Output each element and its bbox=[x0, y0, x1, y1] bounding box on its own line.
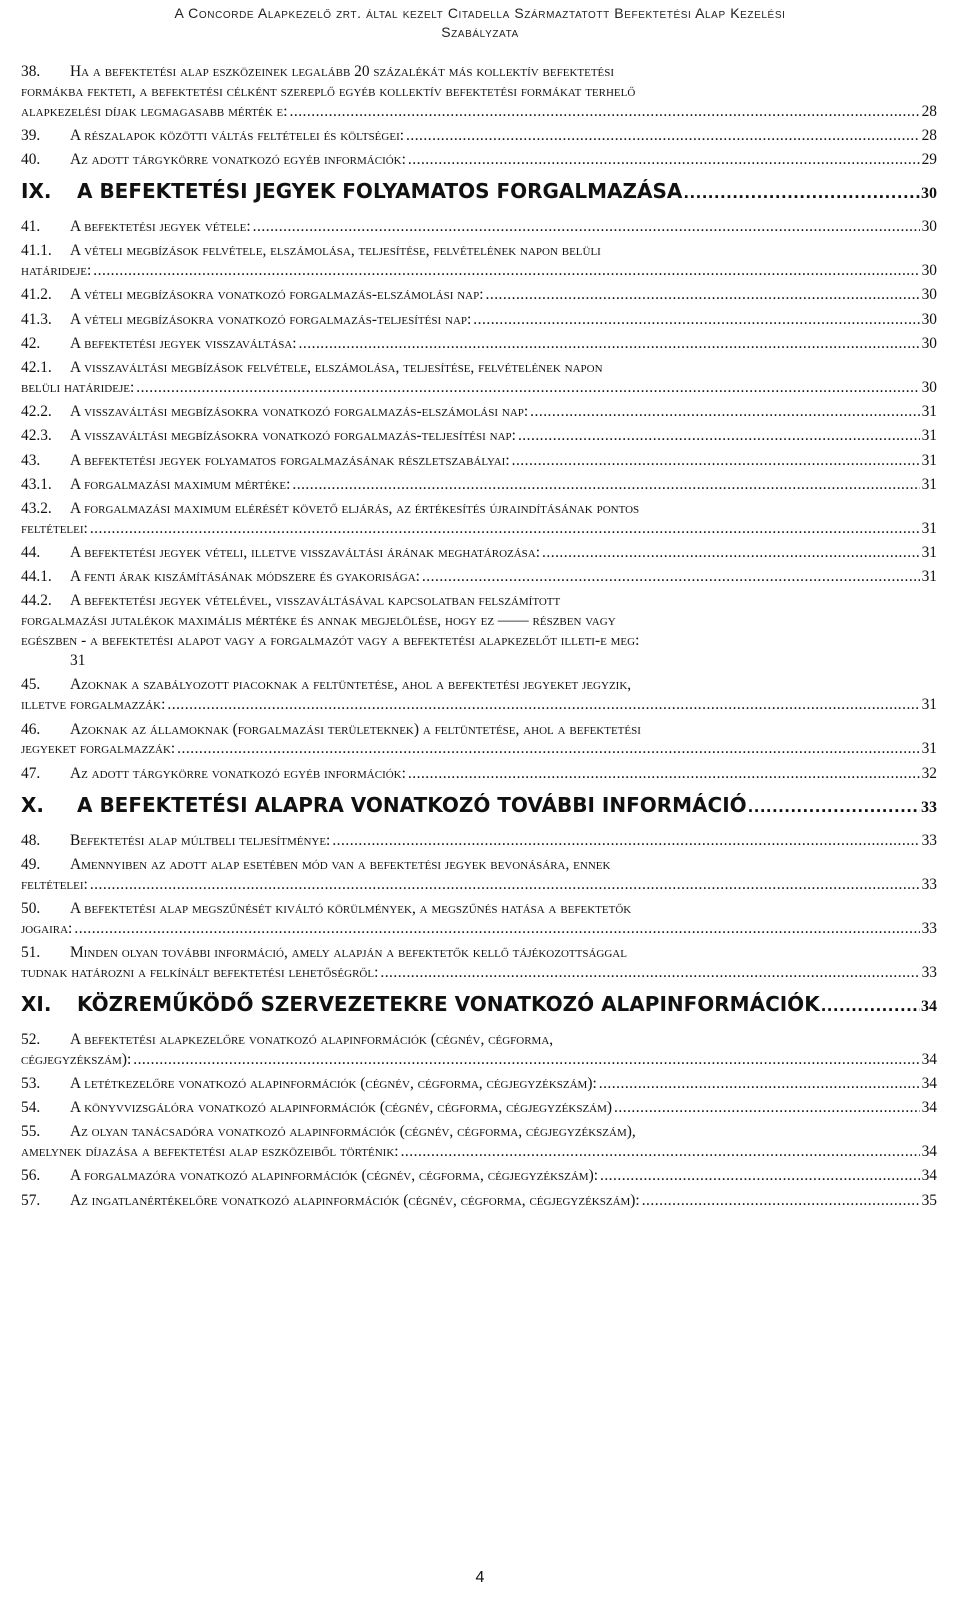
entry-leader-line bbox=[21, 695, 937, 715]
entry-text-line bbox=[21, 1030, 937, 1050]
entry-title-part: Azoknak az államoknak (forgalmazási területeknek) a feltüntetése, ahol a befektetési bbox=[70, 720, 641, 738]
entry-leader-line bbox=[21, 451, 937, 471]
dot-leader bbox=[332, 831, 919, 851]
entry-title: A forgalmazási maximum mértéke: bbox=[70, 475, 291, 493]
toc-entry[interactable] bbox=[21, 475, 937, 495]
toc-entry[interactable] bbox=[21, 126, 937, 146]
page-reference: 33 bbox=[921, 798, 937, 816]
entry-text-line bbox=[21, 631, 937, 651]
dot-leader bbox=[299, 334, 920, 354]
page-reference: 28 bbox=[921, 127, 937, 145]
entry-title-part: forgalmazási jutalékok maximális mértéke és annak megjelölése, hogy ez —— részben vagy bbox=[21, 612, 616, 630]
dot-leader bbox=[292, 475, 919, 495]
entry-leader-line bbox=[21, 919, 937, 939]
entry-number: 44. bbox=[21, 544, 41, 562]
entry-text-line bbox=[21, 499, 937, 519]
header-line-2: Szabályzata bbox=[441, 24, 519, 40]
entry-number: 56. bbox=[21, 1167, 41, 1185]
toc-entry[interactable] bbox=[21, 150, 937, 170]
entry-title-part: A forgalmazási maximum elérését követő eljárás, az értékesítés újraindításának pontos bbox=[70, 499, 640, 517]
dot-leader bbox=[177, 739, 919, 759]
entry-title: A letétkezelőre vonatkozó alapinformációk (cégnév, cégforma, cégjegyzékszám): bbox=[70, 1074, 597, 1092]
page-reference: 33 bbox=[921, 963, 937, 981]
toc-entry[interactable] bbox=[21, 1030, 937, 1070]
page-reference: 30 bbox=[921, 378, 937, 396]
entry-text-line bbox=[21, 675, 937, 695]
entry-number: 44.1. bbox=[21, 568, 52, 586]
entry-title: A forgalmazóra vonatkozó alapinformációk (cégnév, cégforma, cégjegyzékszám): bbox=[70, 1167, 598, 1185]
entry-leader-line bbox=[21, 310, 937, 330]
entry-text-line bbox=[21, 591, 937, 611]
toc-entry[interactable] bbox=[21, 426, 937, 446]
page-reference: 34 bbox=[921, 1167, 937, 1185]
entry-number: 42.1. bbox=[21, 359, 52, 377]
entry-leader-line bbox=[21, 102, 937, 122]
dot-leader bbox=[290, 102, 920, 122]
entry-title-part: Minden olyan további információ, amely alapján a befektetők kellő tájékozottsággal bbox=[70, 943, 627, 961]
entry-title: jogaira: bbox=[21, 919, 73, 937]
toc-entry[interactable] bbox=[21, 831, 937, 851]
entry-title: A könyvvizsgálóra vonatkozó alapinformációk (cégnév, cégforma, cégjegyzékszám) bbox=[70, 1099, 613, 1117]
page-reference: 31 bbox=[921, 403, 937, 421]
entry-leader-line bbox=[21, 217, 937, 237]
toc-entry[interactable] bbox=[21, 499, 937, 539]
dot-leader bbox=[90, 875, 920, 895]
toc-entry[interactable] bbox=[21, 1166, 937, 1186]
entry-title: amelynek díjazása a befektetési alap eszközeiből történik: bbox=[21, 1143, 399, 1161]
entry-title-part: A befektetési alapkezelőre vonatkozó alapinformációk (cégnév, cégforma, bbox=[70, 1030, 554, 1048]
page-reference: 31 bbox=[70, 652, 86, 670]
entry-leader-line bbox=[21, 126, 937, 146]
entry-number: 40. bbox=[21, 151, 41, 169]
entry-leader-line bbox=[21, 1050, 937, 1070]
entry-leader-line bbox=[21, 651, 937, 671]
page-reference: 30 bbox=[921, 218, 937, 236]
entry-leader-line bbox=[21, 261, 937, 281]
entry-title: A visszaváltási megbízásokra vonatkozó forgalmazás-elszámolási nap: bbox=[70, 403, 529, 421]
entry-title: Az adott tárgykörre vonatkozó egyéb információk: bbox=[70, 764, 406, 782]
entry-text-line bbox=[21, 82, 937, 102]
toc-entry[interactable] bbox=[21, 764, 937, 784]
toc-entry[interactable] bbox=[21, 334, 937, 354]
entry-number: 43.1. bbox=[21, 475, 52, 493]
entry-title-part: A befektetési alap megszűnését kiváltó körülmények, a megszűnés hatása a befektetők bbox=[70, 899, 632, 917]
dot-leader bbox=[473, 310, 919, 330]
entry-leader-line bbox=[21, 150, 937, 170]
page-reference: 30 bbox=[921, 262, 937, 280]
header-line-1: A Concorde Alapkezelő zrt. által kezelt Citadella Származtatott Befektetési Alap Kezelési bbox=[174, 5, 786, 21]
dot-leader bbox=[530, 402, 919, 422]
section-number: XI. bbox=[21, 991, 52, 1016]
page-reference: 34 bbox=[921, 1074, 937, 1092]
toc-entry[interactable] bbox=[21, 402, 937, 422]
page-reference: 31 bbox=[921, 475, 937, 493]
entry-leader-line bbox=[21, 1074, 937, 1094]
page-reference: 30 bbox=[921, 310, 937, 328]
entry-number: 43. bbox=[21, 451, 41, 469]
entry-title-part: A vételi megbízások felvétele, elszámolása, teljesítése, felvételének napon belüli bbox=[70, 242, 601, 260]
toc-section-heading[interactable] bbox=[21, 991, 937, 1020]
entry-leader-line bbox=[21, 764, 937, 784]
entry-title: feltételei: bbox=[21, 519, 88, 537]
entry-leader-line bbox=[21, 378, 937, 398]
dot-leader bbox=[133, 1050, 919, 1070]
page-reference: 31 bbox=[921, 451, 937, 469]
entry-number: 41.1. bbox=[21, 242, 52, 260]
page-reference: 31 bbox=[921, 740, 937, 758]
entry-text-line bbox=[21, 611, 937, 631]
dot-leader bbox=[542, 543, 920, 563]
dot-leader bbox=[90, 519, 920, 539]
section-title: KÖZREMŰKÖDŐ SZERVEZETEKRE VONATKOZÓ ALAPINFORMÁCIÓK bbox=[77, 991, 820, 1016]
page-reference: 34 bbox=[921, 1143, 937, 1161]
page-reference: 33 bbox=[921, 831, 937, 849]
entry-title: Befektetési alap múltbeli teljesítménye: bbox=[70, 831, 331, 849]
entry-number: 49. bbox=[21, 855, 41, 873]
entry-number: 46. bbox=[21, 720, 41, 738]
page-header bbox=[20, 4, 940, 42]
entry-title: A fenti árak kiszámításának módszere és gyakorisága: bbox=[70, 568, 420, 586]
entry-title: A részalapok közötti váltás feltételei és költségei: bbox=[70, 127, 405, 145]
entry-title: határideje: bbox=[21, 262, 92, 280]
entry-number: 47. bbox=[21, 764, 41, 782]
dot-leader bbox=[599, 1074, 920, 1094]
toc-entry[interactable] bbox=[21, 1191, 937, 1211]
toc-section-heading[interactable] bbox=[21, 178, 937, 207]
entry-title: Az adott tárgykörre vonatkozó egyéb információk: bbox=[70, 151, 406, 169]
dot-leader bbox=[408, 150, 920, 170]
entry-text-line bbox=[21, 241, 937, 261]
page-reference: 31 bbox=[921, 696, 937, 714]
page-reference: 33 bbox=[921, 919, 937, 937]
entry-leader-line bbox=[21, 1098, 937, 1118]
entry-number: 48. bbox=[21, 831, 41, 849]
page-reference: 35 bbox=[921, 1191, 937, 1209]
entry-leader-line bbox=[21, 1191, 937, 1211]
entry-leader-line bbox=[21, 875, 937, 895]
toc-entry[interactable] bbox=[21, 451, 937, 471]
entry-number: 43.2. bbox=[21, 499, 52, 517]
entry-leader-line bbox=[21, 402, 937, 422]
entry-number: 53. bbox=[21, 1074, 41, 1092]
dot-leader bbox=[401, 1142, 920, 1162]
page-reference: 31 bbox=[921, 427, 937, 445]
dot-leader bbox=[748, 794, 920, 820]
entry-leader-line bbox=[21, 543, 937, 563]
table-of-contents bbox=[21, 62, 937, 1215]
toc-entry[interactable] bbox=[21, 62, 937, 122]
entry-leader-line bbox=[21, 426, 937, 446]
dot-leader bbox=[74, 919, 919, 939]
entry-text-line bbox=[21, 899, 937, 919]
toc-entry[interactable] bbox=[21, 943, 937, 983]
entry-title-part: A befektetési jegyek vételével, visszaváltásával kapcsolatban felszámított bbox=[70, 592, 561, 610]
entry-number: 42. bbox=[21, 334, 41, 352]
entry-number: 42.3. bbox=[21, 427, 52, 445]
entry-number: 50. bbox=[21, 899, 41, 917]
dot-leader bbox=[683, 180, 920, 206]
dot-leader bbox=[253, 217, 920, 237]
entry-number: 51. bbox=[21, 943, 41, 961]
entry-leader-line bbox=[21, 831, 937, 851]
entry-title-part: Ha a befektetési alap eszközeinek legalább 20 százalékát más kollektív befektetési bbox=[70, 63, 615, 80]
section-number: IX. bbox=[21, 179, 52, 204]
entry-number: 57. bbox=[21, 1191, 41, 1209]
entry-text-line bbox=[21, 720, 937, 740]
toc-entry[interactable] bbox=[21, 567, 937, 587]
dot-leader bbox=[486, 285, 920, 305]
toc-entry[interactable] bbox=[21, 1122, 937, 1162]
entry-number: 42.2. bbox=[21, 403, 52, 421]
entry-leader-line bbox=[21, 1142, 937, 1162]
entry-text-line bbox=[21, 358, 937, 378]
page-reference: 31 bbox=[921, 519, 937, 537]
entry-number: 54. bbox=[21, 1099, 41, 1117]
entry-title: A befektetési jegyek vétele: bbox=[70, 218, 251, 236]
entry-number: 38. bbox=[21, 63, 41, 80]
entry-leader-line bbox=[21, 519, 937, 539]
entry-text-line bbox=[21, 943, 937, 963]
toc-entry[interactable] bbox=[21, 1098, 937, 1118]
dot-leader bbox=[600, 1166, 920, 1186]
dot-leader bbox=[167, 695, 919, 715]
page-reference: 31 bbox=[921, 544, 937, 562]
toc-entry[interactable] bbox=[21, 543, 937, 563]
page-reference: 30 bbox=[921, 286, 937, 304]
entry-title: cégjegyzékszám): bbox=[21, 1050, 132, 1068]
toc-section-heading[interactable] bbox=[21, 792, 937, 821]
entry-number: 52. bbox=[21, 1030, 41, 1048]
entry-title: alapkezelési díjak legmagasabb mérték e: bbox=[21, 102, 288, 120]
page-reference: 30 bbox=[921, 334, 937, 352]
entry-title: jegyeket forgalmazzák: bbox=[21, 740, 176, 758]
dot-leader bbox=[518, 426, 920, 446]
entry-title: A vételi megbízásokra vonatkozó forgalmazás-teljesítési nap: bbox=[70, 310, 472, 328]
page-reference: 33 bbox=[921, 875, 937, 893]
entry-title: belüli határideje: bbox=[21, 378, 135, 396]
dot-leader bbox=[408, 764, 920, 784]
dot-leader bbox=[614, 1098, 920, 1118]
page-reference: 31 bbox=[921, 568, 937, 586]
entry-leader-line bbox=[21, 475, 937, 495]
toc-entry[interactable] bbox=[21, 217, 937, 237]
page-reference: 30 bbox=[921, 185, 937, 203]
toc-entry[interactable] bbox=[21, 310, 937, 330]
page-reference: 28 bbox=[921, 102, 937, 120]
entry-number: 41.3. bbox=[21, 310, 52, 328]
dot-leader bbox=[136, 378, 919, 398]
dot-leader bbox=[821, 993, 920, 1019]
entry-title-part: Azoknak a szabályozott piacoknak a feltüntetése, ahol a befektetési jegyeket jegyzik, bbox=[70, 676, 632, 694]
entry-leader-line bbox=[21, 334, 937, 354]
entry-title: Az ingatlanértékelőre vonatkozó alapinformációk (cégnév, cégforma, cégjegyzékszám): bbox=[70, 1191, 640, 1209]
entry-leader-line bbox=[21, 1166, 937, 1186]
entry-title: tudnak határozni a felkínált befektetési lehetőségről: bbox=[21, 963, 379, 981]
entry-title: A befektetési jegyek folyamatos forgalmazásának részletszabályai: bbox=[70, 451, 510, 469]
toc-entry[interactable] bbox=[21, 899, 937, 939]
entry-title: A vételi megbízásokra vonatkozó forgalmazás-elszámolási nap: bbox=[70, 286, 484, 304]
entry-leader-line bbox=[21, 739, 937, 759]
entry-title-part: egészben - a befektetési alapot vagy a forgalmazót vagy a befektetési alapkezelőt illeti-e meg: bbox=[21, 632, 640, 650]
entry-title-part: Amennyiben az adott alap esetében mód van a befektetési jegyek bevonására, ennek bbox=[70, 855, 611, 873]
entry-number: 41.2. bbox=[21, 286, 52, 304]
entry-title-part: formákba fekteti, a befektetési célként szereplő egyéb kollektív befektetési formákat terhelő bbox=[21, 82, 636, 100]
dot-leader bbox=[93, 261, 919, 281]
page-reference: 32 bbox=[921, 764, 937, 782]
entry-title-part: Az olyan tanácsadóra vonatkozó alapinformációk (cégnév, cégforma, cégjegyzékszám), bbox=[70, 1123, 636, 1141]
toc-entry[interactable] bbox=[21, 358, 937, 398]
section-title: A BEFEKTETÉSI ALAPRA VONATKOZÓ TOVÁBBI INFORMÁCIÓ bbox=[77, 792, 747, 817]
entry-title: A befektetési jegyek vételi, illetve visszaváltási árának meghatározása: bbox=[70, 544, 541, 562]
section-number: X. bbox=[21, 792, 45, 817]
entry-leader-line bbox=[21, 963, 937, 983]
entry-title: A visszaváltási megbízásokra vonatkozó forgalmazás-teljesítési nap: bbox=[70, 427, 516, 445]
entry-number: 39. bbox=[21, 127, 41, 145]
dot-leader bbox=[642, 1191, 920, 1211]
toc-entry[interactable] bbox=[21, 241, 937, 281]
page-reference: 34 bbox=[921, 1050, 937, 1068]
toc-entry[interactable] bbox=[21, 1074, 937, 1094]
dot-leader bbox=[380, 963, 919, 983]
entry-title: A befektetési jegyek visszaváltása: bbox=[70, 334, 297, 352]
entry-title: illetve forgalmazzák: bbox=[21, 696, 166, 714]
toc-entry[interactable] bbox=[21, 675, 937, 715]
toc-entry[interactable] bbox=[21, 285, 937, 305]
section-title: A BEFEKTETÉSI JEGYEK FOLYAMATOS FORGALMAZÁSA bbox=[77, 179, 683, 204]
dot-leader bbox=[512, 451, 920, 471]
toc-entry[interactable] bbox=[21, 591, 937, 671]
page-number: 4 bbox=[475, 1569, 485, 1586]
entry-number: 45. bbox=[21, 676, 41, 694]
dot-leader bbox=[406, 126, 920, 146]
entry-number: 44.2. bbox=[21, 592, 52, 610]
entry-text-line bbox=[21, 62, 937, 82]
entry-leader-line bbox=[21, 567, 937, 587]
entry-number: 55. bbox=[21, 1123, 41, 1141]
entry-text-line bbox=[21, 855, 937, 875]
page-reference: 34 bbox=[921, 997, 937, 1015]
page-reference: 29 bbox=[921, 151, 937, 169]
entry-number: 41. bbox=[21, 218, 41, 236]
toc-entry[interactable] bbox=[21, 855, 937, 895]
entry-leader-line bbox=[21, 285, 937, 305]
entry-text-line bbox=[21, 1122, 937, 1142]
entry-title-part: A visszaváltási megbízások felvétele, elszámolása, teljesítése, felvételének napon bbox=[70, 359, 603, 377]
entry-title: feltételei: bbox=[21, 875, 88, 893]
dot-leader bbox=[422, 567, 920, 587]
page-reference: 34 bbox=[921, 1099, 937, 1117]
toc-entry[interactable] bbox=[21, 720, 937, 760]
